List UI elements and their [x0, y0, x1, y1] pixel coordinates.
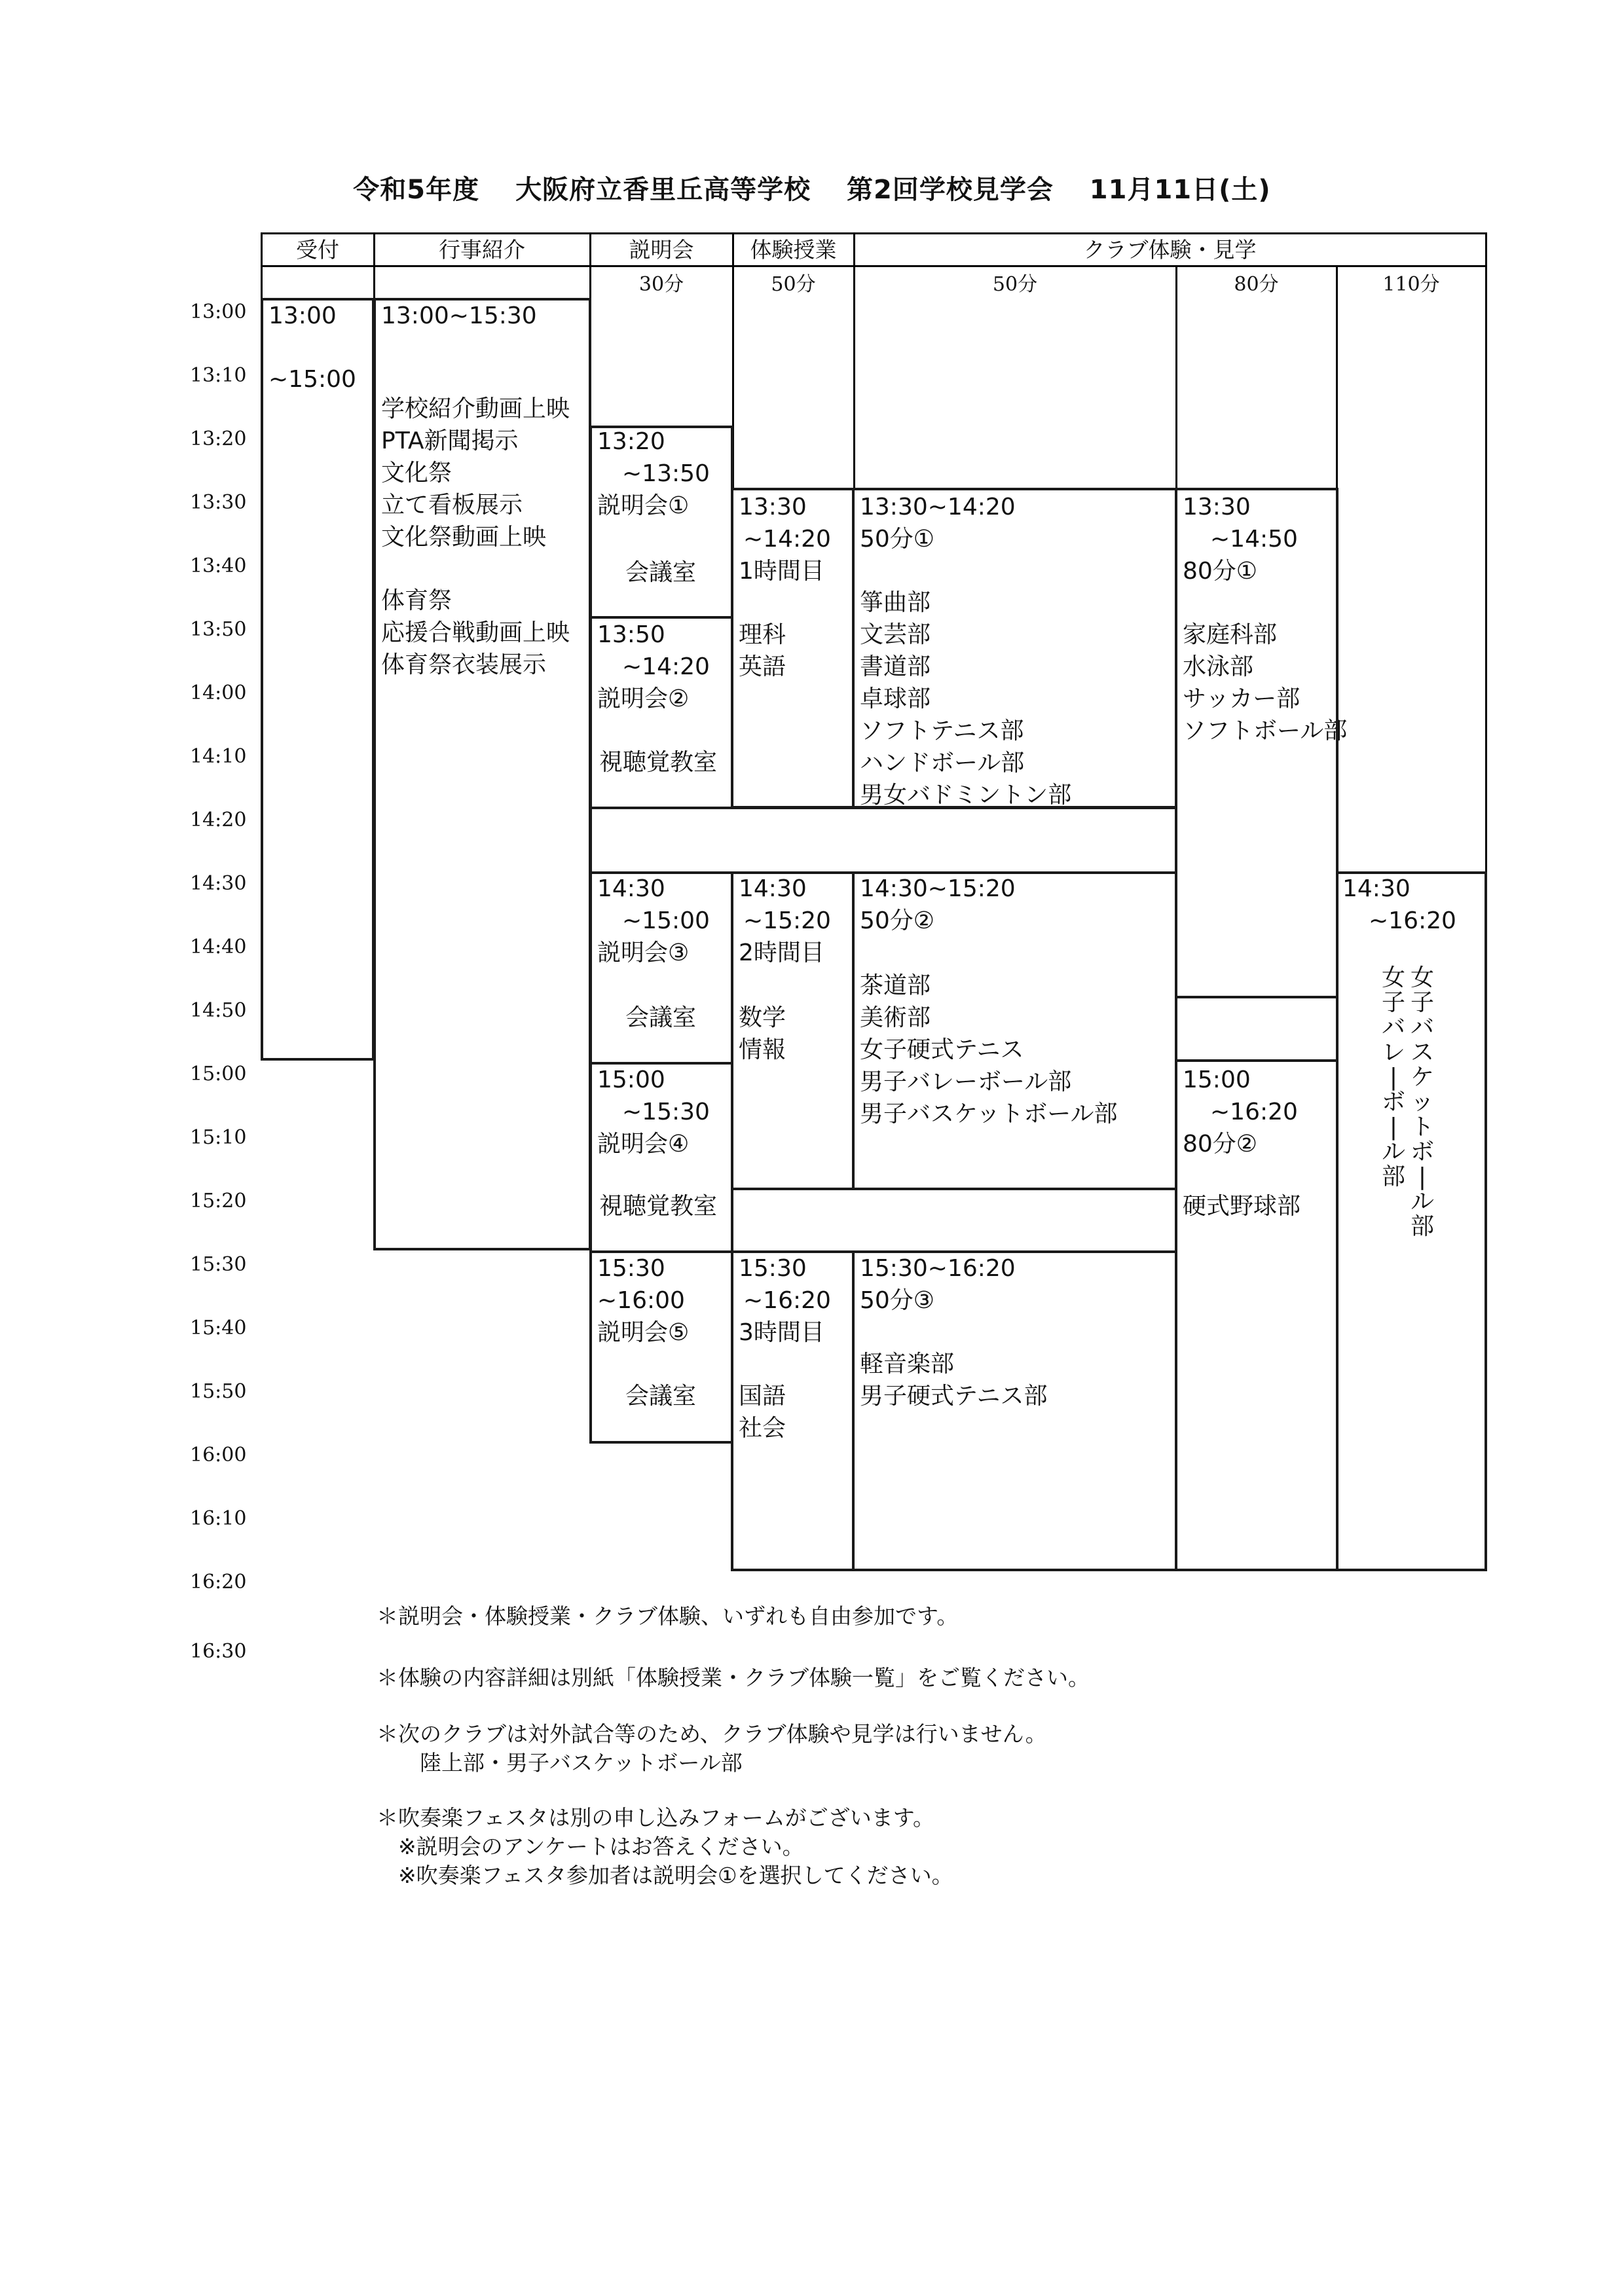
- duration-setsumei: 30分: [638, 273, 684, 296]
- note-line: ※吹奏楽フェスタ参加者は説明会①を選択してください。: [377, 1863, 953, 1888]
- club80-label: 80分②: [1183, 1131, 1258, 1157]
- time-tick: 14:30: [190, 872, 247, 895]
- duration-club-110: 110分: [1382, 273, 1440, 296]
- header-top-line: [261, 232, 1486, 234]
- gyoji-item: 文化祭: [381, 460, 452, 486]
- time-tick: 13:40: [190, 555, 247, 577]
- time-tick: 13:30: [190, 491, 247, 514]
- taiken-subject: 情報: [739, 1036, 786, 1063]
- club50-club: 書道部: [860, 653, 931, 680]
- time-tick: 15:40: [190, 1317, 247, 1339]
- time-tick: 13:10: [190, 364, 247, 387]
- club80-start: 13:30: [1183, 494, 1251, 520]
- club110-club-volleyball: 女 子 バ レ | ボ | ル 部: [1381, 964, 1405, 1190]
- setsumeikai-start: 13:20: [597, 428, 665, 455]
- time-tick: 15:10: [190, 1126, 247, 1149]
- club50-club: 茶道部: [860, 972, 931, 999]
- club80-club: 家庭科部: [1183, 621, 1278, 648]
- club50-time: 13:30~14:20: [860, 494, 1016, 520]
- setsumeikai-name: 説明会④: [597, 1131, 690, 1157]
- taiken-end: ~14:20: [743, 526, 831, 553]
- setsumeikai-name: 説明会①: [597, 492, 690, 519]
- duration-club-50: 50分: [992, 273, 1038, 296]
- taiken-start: 13:30: [739, 494, 807, 520]
- break-cell: [589, 807, 1177, 874]
- time-tick: 15:30: [190, 1253, 247, 1276]
- club50-label: 50分①: [860, 526, 935, 553]
- club50-label: 50分②: [860, 907, 935, 934]
- club80-club: 硬式野球部: [1183, 1193, 1301, 1220]
- club50-club: 軽音楽部: [860, 1351, 955, 1377]
- club50-club: 女子硬式テニス: [860, 1036, 1024, 1063]
- taiken-subject: 理科: [739, 621, 786, 648]
- setsumeikai-name: 説明会②: [597, 685, 690, 712]
- title-event: 第2回学校見学会: [847, 175, 1054, 205]
- note-line: ＊吹奏楽フェスタは別の申し込みフォームがございます。: [377, 1805, 935, 1831]
- title-school: 大阪府立香里丘高等学校: [515, 175, 811, 205]
- setsumeikai-end: ~14:20: [622, 653, 710, 680]
- header-club: クラブ体験・見学: [1083, 237, 1257, 263]
- time-tick: 16:00: [190, 1444, 247, 1467]
- club50-club: 美術部: [860, 1004, 931, 1031]
- taiken-subject: 国語: [739, 1383, 786, 1410]
- uketsuke-end: ~15:00: [268, 366, 356, 393]
- taiken-period: 1時間目: [739, 558, 824, 585]
- setsumeikai-room: 会議室: [625, 559, 697, 586]
- taiken-subject: 数学: [739, 1004, 786, 1031]
- time-tick: 15:00: [190, 1063, 247, 1085]
- time-tick: 14:40: [190, 936, 247, 958]
- time-tick: 16:20: [190, 1571, 247, 1594]
- header-div-4: [853, 232, 855, 488]
- club110-club-basketball: 女 子 バ ス ケ ッ ト ボ | ル 部: [1410, 964, 1434, 1240]
- gyoji-item: 学校紹介動画上映: [381, 395, 570, 422]
- club50-club: 男子バスケットボール部: [860, 1101, 1118, 1127]
- gyoji-item: 応援合戦動画上映: [381, 619, 570, 646]
- time-tick: 16:10: [190, 1507, 247, 1530]
- setsumeikai-room: 会議室: [625, 1004, 697, 1031]
- setsumeikai-start: 15:30: [597, 1255, 665, 1282]
- setsumeikai-end: ~15:30: [622, 1099, 710, 1125]
- club50-club: 文芸部: [860, 621, 931, 648]
- time-tick: 14:00: [190, 682, 247, 704]
- taiken-start: 15:30: [739, 1255, 807, 1282]
- time-tick: 15:20: [190, 1190, 247, 1212]
- time-tick: 13:00: [190, 301, 247, 323]
- time-tick: 14:10: [190, 745, 247, 768]
- club110-end: ~16:20: [1369, 907, 1456, 934]
- header-div-5: [1175, 265, 1177, 488]
- club50-club: ハンドボール部: [860, 750, 1025, 776]
- setsumeikai-start: 13:50: [597, 621, 665, 648]
- header-gyoji: 行事紹介: [439, 237, 525, 263]
- uketsuke-start: 13:00: [268, 302, 337, 329]
- uketsuke-block: [261, 298, 375, 1061]
- club80-club: サッカー部: [1183, 685, 1301, 712]
- setsumeikai-room: 視聴覚教室: [599, 749, 718, 776]
- club80-end: ~16:20: [1210, 1099, 1298, 1125]
- gyoji-item: 立て看板展示: [381, 492, 523, 519]
- note-line: ＊体験の内容詳細は別紙「体験授業・クラブ体験一覧」をご覧ください。: [377, 1665, 1090, 1690]
- setsumeikai-end: ~13:50: [622, 460, 710, 487]
- club110-start: 14:30: [1342, 875, 1411, 902]
- club80-club: ソフトボール部: [1183, 718, 1348, 744]
- setsumeikai-end: ~16:00: [597, 1287, 685, 1314]
- setsumeikai-room: 会議室: [625, 1383, 697, 1410]
- header-mid-line: [261, 265, 1486, 267]
- setsumeikai-start: 14:30: [597, 875, 665, 902]
- gyoji-item: 体育祭: [381, 587, 452, 614]
- time-tick: 16:30: [190, 1640, 247, 1663]
- gyoji-item: PTA新聞掲示: [381, 428, 519, 454]
- time-tick: 14:50: [190, 999, 247, 1022]
- club80-start: 15:00: [1183, 1066, 1251, 1093]
- header-taiken: 体験授業: [750, 237, 837, 263]
- title-date: 11月11日(土): [1089, 175, 1271, 205]
- club50-club: 男子硬式テニス部: [860, 1383, 1048, 1410]
- club50-club: ソフトテニス部: [860, 718, 1024, 744]
- club80-end: ~14:50: [1210, 526, 1298, 553]
- club50-club: 男子バレーボール部: [860, 1068, 1072, 1095]
- setsumeikai-name: 説明会⑤: [597, 1319, 690, 1346]
- duration-club-80: 80分: [1234, 273, 1279, 296]
- gyoji-item: 体育祭衣装展示: [381, 651, 547, 678]
- taiken-subject: 英語: [739, 653, 786, 680]
- header-uketsuke: 受付: [296, 237, 339, 263]
- setsumeikai-room: 視聴覚教室: [599, 1193, 718, 1220]
- gyoji-item: 文化祭動画上映: [381, 524, 547, 551]
- taiken-start: 14:30: [739, 875, 807, 902]
- header-setsumeikai: 説明会: [629, 237, 694, 263]
- duration-taiken: 50分: [771, 273, 816, 296]
- club50-club: 箏曲部: [860, 589, 931, 616]
- gyoji-time: 13:00~15:30: [381, 302, 537, 329]
- time-tick: 13:50: [190, 618, 247, 641]
- time-tick: 14:20: [190, 809, 247, 831]
- time-tick: 13:20: [190, 428, 247, 450]
- club50-label: 50分③: [860, 1287, 935, 1314]
- club80-label: 80分①: [1183, 558, 1258, 585]
- club50-time: 14:30~15:20: [860, 875, 1016, 902]
- taiken-period: 2時間目: [739, 939, 824, 966]
- taiken-end: ~15:20: [743, 907, 831, 934]
- club80-club: 水泳部: [1183, 653, 1254, 680]
- club50-club: 卓球部: [860, 685, 931, 712]
- taiken-end: ~16:20: [743, 1287, 831, 1314]
- break-cell: [731, 1188, 1177, 1253]
- note-line: ＊次のクラブは対外試合等のため、クラブ体験や見学は行いません。: [377, 1721, 1047, 1747]
- taiken-period: 3時間目: [739, 1319, 824, 1346]
- break-cell: [1175, 996, 1338, 1062]
- taiken-subject: 社会: [739, 1415, 786, 1442]
- title-year: 令和5年度: [353, 175, 480, 205]
- note-line: ※説明会のアンケートはお答えください。: [377, 1834, 804, 1859]
- note-line: 陸上部・男子バスケットボール部: [377, 1750, 743, 1776]
- club50-time: 15:30~16:20: [860, 1255, 1016, 1282]
- note-line: ＊説明会・体験授業・クラブ体験、いずれも自由参加です。: [377, 1603, 959, 1629]
- time-tick: 15:50: [190, 1380, 247, 1403]
- setsumeikai-start: 15:00: [597, 1066, 665, 1093]
- setsumeikai-end: ~15:00: [622, 907, 710, 934]
- club50-club: 男女バドミントン部: [860, 782, 1072, 809]
- page-title: [0, 169, 1624, 206]
- setsumeikai-name: 説明会③: [597, 939, 690, 966]
